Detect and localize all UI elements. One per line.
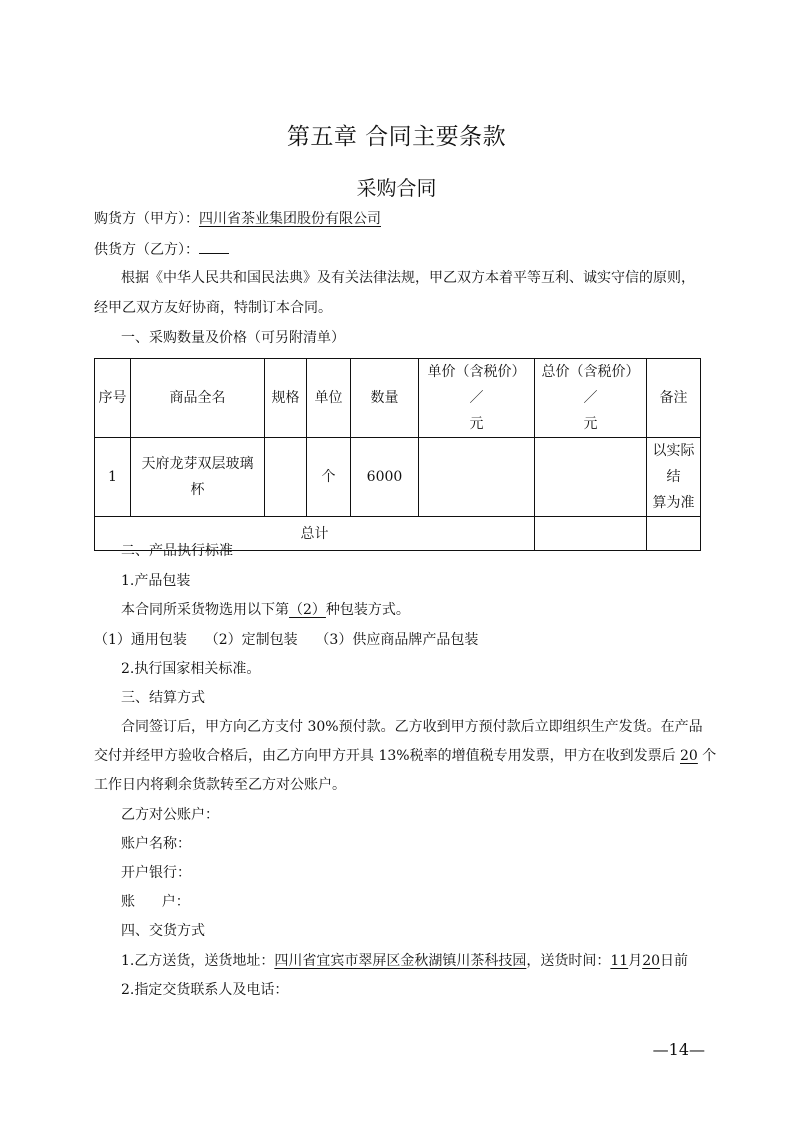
header-seq: 序号 (95, 359, 131, 438)
cell-total-value (535, 517, 647, 551)
settlement-line-2-pre: 交付并经甲方验收合格后，由乙方向甲方开具 13%税率的增值税专用发票，甲方在收到发票后 (94, 748, 681, 764)
header-unit-price-line1: 单价（含税价）／ (427, 364, 526, 406)
page-number: —14— (652, 1040, 705, 1059)
section-2-heading: 二、产品执行标准 (121, 543, 233, 559)
buyer-label: 购货方（甲方）： (94, 211, 199, 227)
cell-qty: 6000 (351, 438, 419, 517)
account-title: 乙方对公账户： (121, 807, 219, 823)
packaging-options: （1）通用包装 （2）定制包装 （3）供应商品牌产品包装 (94, 632, 479, 648)
cell-name-line1: 天府龙芽双层玻璃 (141, 456, 254, 472)
intro-line-2: 经甲乙双方友好协商，特制订本合同。 (94, 300, 332, 316)
cell-remark-line1: 以实际结 (652, 443, 695, 485)
delivery-month-label: 月 (628, 953, 643, 969)
table-header-row (95, 359, 701, 438)
delivery-line-2: 2.指定交货联系人及电话： (121, 982, 289, 998)
delivery-address: 四川省宜宾市翠屏区金秋湖镇川茶科技园 (274, 953, 527, 969)
section-1-heading: 一、采购数量及价格（可另附清单） (121, 330, 345, 346)
cell-remark-line2: 算为准 (652, 495, 695, 511)
seller-label: 供货方（乙方）： (94, 242, 199, 258)
packaging-choice-line (121, 601, 410, 619)
seller-name-blank (199, 240, 229, 254)
cell-total-price (535, 438, 647, 517)
header-name: 商品全名 (131, 359, 265, 438)
account-bank-label: 开户银行： (121, 865, 191, 881)
account-name-label: 账户名称： (121, 836, 191, 852)
cell-total-label: 总计 (95, 517, 535, 551)
cell-name-line2: 杯 (190, 482, 205, 498)
header-spec: 规格 (265, 359, 307, 438)
delivery-line-1 (121, 952, 688, 970)
cell-spec (265, 438, 307, 517)
delivery-pre: 1.乙方送货，送货地址： (121, 953, 275, 969)
packaging-text-pre: 本合同所采货物选用以下第 (121, 602, 289, 618)
cell-unit-price (419, 438, 535, 517)
section-3-heading: 三、结算方式 (121, 690, 205, 706)
document-title: 采购合同 (356, 176, 437, 200)
settlement-line-1: 合同签订后，甲方向乙方支付 30%预付款。乙方收到甲方预付款后立即组织生产发货。在产品 (121, 719, 703, 735)
settlement-line-3: 工作日内将剩余货款转至乙方对公账户。 (94, 777, 346, 793)
cell-remark (647, 438, 701, 517)
packaging-choice: （2） (289, 602, 326, 618)
delivery-month: 11 (610, 953, 629, 969)
intro-line-1: 根据《中华人民共和国民法典》及有关法律法规，甲乙双方本着平等互利、诚实守信的原则， (121, 270, 695, 286)
header-unit-price-line2: 元 (469, 416, 484, 432)
header-total-price-line1: 总价（含税价）／ (541, 364, 640, 406)
buyer-line (94, 210, 381, 228)
seller-line (94, 240, 229, 259)
cell-name (131, 438, 265, 517)
section-2-item-2: 2.执行国家相关标准。 (121, 661, 261, 677)
header-total-price-line2: 元 (583, 416, 598, 432)
cell-seq: 1 (95, 438, 131, 517)
cell-unit: 个 (307, 438, 351, 517)
purchase-table (94, 358, 701, 551)
table-row (95, 438, 701, 517)
header-total-price (535, 359, 647, 438)
section-2-item-1: 1.产品包装 (121, 573, 191, 589)
header-unit: 单位 (307, 359, 351, 438)
buyer-name: 四川省茶业集团股份有限公司 (199, 211, 381, 227)
cell-total-remark (647, 517, 701, 551)
delivery-day-label: 日前 (660, 953, 689, 969)
section-4-heading: 四、交货方式 (121, 923, 205, 939)
header-unit-price (419, 359, 535, 438)
header-remark: 备注 (647, 359, 701, 438)
packaging-text-post: 种包装方式。 (325, 602, 410, 618)
chapter-title: 第五章 合同主要条款 (286, 124, 507, 150)
settlement-days: 20 (680, 748, 698, 764)
delivery-day: 20 (642, 953, 661, 969)
delivery-mid: ，送货时间： (526, 953, 611, 969)
header-qty: 数量 (351, 359, 419, 438)
settlement-line-2-post: 个 (697, 748, 717, 764)
account-number-label: 账 户： (121, 894, 190, 910)
settlement-line-2 (94, 747, 716, 765)
